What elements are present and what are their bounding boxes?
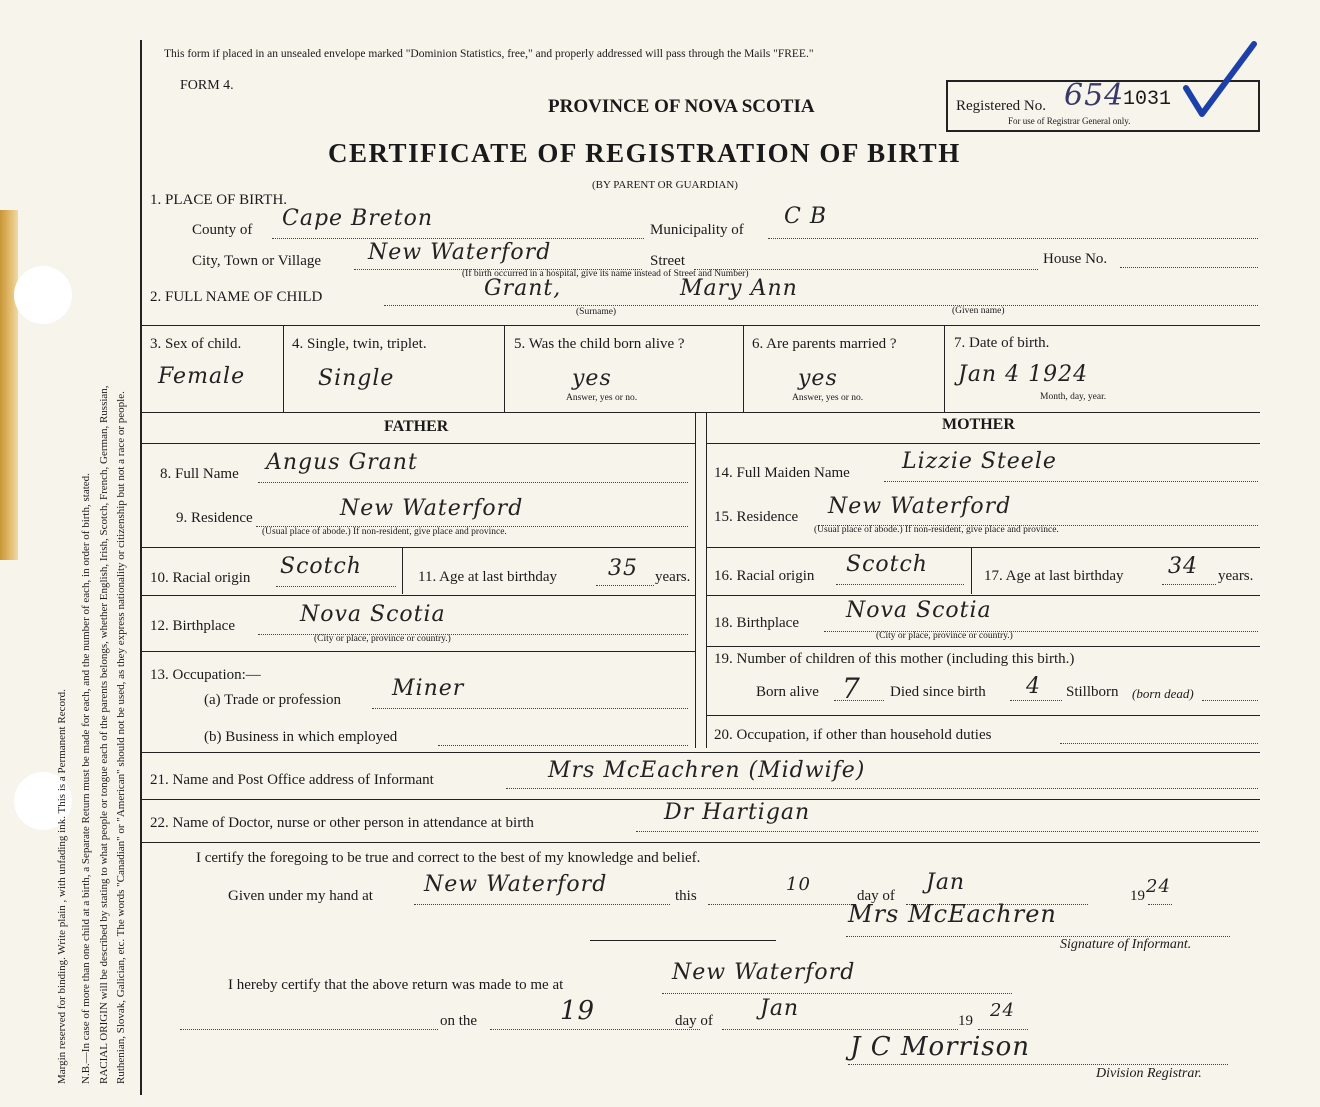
divider: [142, 842, 1260, 843]
plurality-value: Single: [318, 366, 395, 391]
registrar-year-value: 24: [990, 1000, 1015, 1021]
registrar-month-value: Jan: [760, 996, 800, 1021]
divider: [283, 326, 284, 412]
child-given-name: Mary Ann: [680, 276, 798, 301]
certificate-title: CERTIFICATE OF REGISTRATION OF BIRTH: [328, 138, 961, 168]
doctor-line: [636, 831, 1258, 832]
divider: [142, 547, 695, 548]
divider: [706, 595, 1260, 596]
surname-caption: (Surname): [576, 307, 617, 317]
divider: [743, 326, 744, 412]
child-name-label: 2. FULL NAME OF CHILD: [150, 289, 323, 305]
sex-label: 3. Sex of child.: [150, 336, 242, 352]
divider: [402, 548, 403, 594]
father-birthplace-caption: (City or place, province or country.): [314, 634, 451, 644]
birth-date-label: 7. Date of birth.: [954, 335, 1050, 351]
given-place-line: [414, 904, 670, 905]
mother-name-label: 14. Full Maiden Name: [714, 465, 850, 481]
municipality-label: Municipality of: [650, 222, 744, 238]
house-no-line: [1120, 267, 1258, 268]
died-line: [1010, 700, 1062, 701]
informant-line: [506, 788, 1258, 789]
father-heading: FATHER: [384, 418, 449, 435]
divider: [142, 752, 1260, 753]
mother-residence-label: 15. Residence: [714, 509, 799, 525]
business-line: [438, 745, 688, 746]
father-age-line: [596, 585, 654, 586]
registrar-day-line: [490, 1029, 700, 1030]
father-age-value: 35: [608, 556, 638, 581]
hospital-note: (If birth occurred in a hospital, give its name instead of Street and Number): [462, 269, 749, 279]
registrar-signature-line: [848, 1064, 1228, 1065]
registrar-day-of-label: day of: [675, 1013, 713, 1029]
father-name-value: Angus Grant: [266, 450, 418, 475]
informant-signature-caption: Signature of Informant.: [1060, 937, 1192, 952]
born-alive-caption: Answer, yes or no.: [566, 393, 638, 403]
stillborn-label: Stillborn: [1066, 684, 1119, 700]
margin-note-1: Margin reserved for binding. Write plain , with unfading ink. This is a Permanent Record.: [56, 689, 68, 1084]
divider: [590, 940, 776, 941]
mother-residence-caption: (Usual place of abode.) If non-resident, give place and province.: [814, 525, 1059, 535]
mother-name-line: [884, 481, 1258, 482]
mother-residence-value: New Waterford: [828, 494, 1012, 519]
county-line: [272, 238, 644, 239]
registrar-place-value: New Waterford: [672, 960, 856, 985]
parents-married-caption: Answer, yes or no.: [792, 393, 864, 403]
given-under-hand-label: Given under my hand at: [228, 888, 373, 904]
born-alive-label: 5. Was the child born alive ?: [514, 336, 685, 352]
birth-date-caption: Month, day, year.: [1040, 392, 1107, 402]
mother-birthplace-value: Nova Scotia: [846, 598, 992, 623]
registrar-place-line: [662, 993, 1012, 994]
given-day-line: [708, 904, 852, 905]
plurality-label: 4. Single, twin, triplet.: [292, 336, 427, 352]
divider: [944, 326, 945, 412]
trade-value: Miner: [392, 676, 465, 701]
divider: [706, 547, 1260, 548]
father-birthplace-value: Nova Scotia: [300, 602, 446, 627]
divider: [971, 548, 972, 594]
registered-label: Registered No.: [956, 98, 1046, 114]
this-label: this: [675, 888, 697, 904]
given-day-value: 10: [786, 874, 811, 895]
registered-stamp: 1031: [1123, 88, 1172, 111]
informant-label: 21. Name and Post Office address of Informant: [150, 772, 434, 788]
frame-border: [140, 40, 142, 1095]
registered-handwritten: 654: [1064, 78, 1125, 113]
registrar-signature: J C Morrison: [850, 1032, 1031, 1062]
mother-race-value: Scotch: [846, 552, 928, 577]
trade-line: [372, 708, 688, 709]
place-of-birth-label: 1. PLACE OF BIRTH.: [150, 192, 288, 208]
father-race-label: 10. Racial origin: [150, 570, 251, 586]
father-birthplace-label: 12. Birthplace: [150, 618, 235, 634]
street-label: Street: [650, 253, 685, 269]
mother-race-label: 16. Racial origin: [714, 568, 815, 584]
mother-occupation-label: 20. Occupation, if other than household duties: [714, 727, 992, 743]
divider: [142, 412, 1260, 413]
father-years: years.: [655, 569, 691, 585]
mother-years: years.: [1218, 568, 1254, 584]
given-year-value: 24: [1146, 876, 1171, 897]
divider: [142, 651, 695, 652]
father-residence-value: New Waterford: [340, 496, 524, 521]
mother-occupation-line: [1060, 743, 1258, 744]
certificate-subtitle: (BY PARENT OR GUARDIAN): [592, 179, 738, 191]
house-no-label: House No.: [1043, 251, 1108, 267]
died-value: 4: [1026, 674, 1041, 699]
children-count-label: 19. Number of children of this mother (including this birth.): [714, 651, 1075, 667]
divider: [706, 413, 707, 748]
divider: [142, 443, 695, 444]
mother-race-line: [836, 584, 964, 585]
day-of-label: day of: [857, 888, 895, 904]
registrar-signature-caption: Division Registrar.: [1096, 1066, 1202, 1081]
paper-stain: [0, 210, 18, 560]
child-surname: Grant,: [484, 276, 562, 301]
mother-heading: MOTHER: [942, 416, 1015, 433]
given-year-line: [1148, 904, 1172, 905]
divider: [706, 443, 1260, 444]
form-number: FORM 4.: [180, 78, 234, 93]
checkmark-icon: [1180, 40, 1260, 120]
parents-married-value: yes: [798, 366, 838, 391]
city-value: New Waterford: [368, 240, 552, 265]
doctor-label: 22. Name of Doctor, nurse or other person in attendance at birth: [150, 815, 534, 831]
province-title: PROVINCE OF NOVA SCOTIA: [548, 96, 815, 117]
father-occupation-label: 13. Occupation:—: [150, 667, 261, 683]
divider: [706, 646, 1260, 647]
mail-notice: This form if placed in an unsealed envelope marked "Dominion Statistics, free," and properly addressed will pass through the Mails "FREE.": [164, 48, 814, 60]
father-age-label: 11. Age at last birthday: [418, 569, 557, 585]
born-alive-count-value: 7: [842, 672, 861, 705]
father-residence-caption: (Usual place of abode.) If non-resident, give place and province.: [262, 527, 507, 537]
divider: [142, 595, 695, 596]
doctor-value: Dr Hartigan: [664, 800, 811, 825]
margin-note-3: RACIAL ORIGIN will be described by stating to what people or tongue each of the parents belongs, whether English, Irish, Scotch, French, German, Russian,: [98, 385, 110, 1084]
mother-name-value: Lizzie Steele: [902, 449, 1057, 474]
mother-age-label: 17. Age at last birthday: [984, 568, 1124, 584]
mother-birthplace-label: 18. Birthplace: [714, 615, 799, 631]
divider: [706, 715, 1260, 716]
parents-married-label: 6. Are parents married ?: [752, 336, 897, 352]
registrar-blank-line: [180, 1029, 438, 1030]
stillborn-note: (born dead): [1132, 686, 1194, 701]
registrar-year-prefix: 19: [958, 1013, 973, 1029]
born-alive-count-label: Born alive: [756, 684, 819, 700]
father-residence-label: 9. Residence: [176, 510, 253, 526]
divider: [142, 325, 1260, 326]
given-month-value: Jan: [926, 870, 966, 895]
registrar-statement: I hereby certify that the above return was made to me at: [228, 977, 564, 993]
certify-statement: I certify the foregoing to be true and correct to the best of my knowledge and belief.: [196, 850, 701, 866]
mother-age-value: 34: [1168, 554, 1198, 579]
margin-note-2: N.B.—In case of more than one child at a birth, a Separate Return must be made for each, and the number of each, in order of birth, stated.: [80, 473, 92, 1084]
county-label: County of: [192, 222, 253, 238]
municipality-value: C B: [784, 204, 827, 229]
divider: [695, 413, 696, 748]
city-label: City, Town or Village: [192, 253, 322, 269]
father-name-label: 8. Full Name: [160, 466, 239, 482]
born-alive-value: yes: [572, 366, 612, 391]
registrar-year-line: [978, 1029, 1028, 1030]
father-name-line: [258, 482, 688, 483]
divider: [504, 326, 505, 412]
given-place-value: New Waterford: [424, 872, 608, 897]
mother-birthplace-caption: (City or place, province or country.): [876, 631, 1013, 641]
margin-note-4: Ruthenian, Slovak, Galician, etc. The words "Canadian" or "American" should not be used, as they express nationality or citizenship but not a race or people.: [115, 391, 127, 1084]
father-race-line: [276, 586, 396, 587]
informant-signature: Mrs McEachren: [848, 900, 1057, 928]
sex-value: Female: [158, 364, 246, 389]
punch-hole: [14, 266, 72, 324]
child-name-line: [384, 305, 1258, 306]
mother-age-line: [1162, 584, 1216, 585]
informant-value: Mrs McEachren (Midwife): [548, 758, 866, 783]
trade-label: (a) Trade or profession: [204, 692, 342, 708]
registrar-day-value: 19: [560, 996, 596, 1026]
died-label: Died since birth: [890, 684, 986, 700]
birth-date-value: Jan 4 1924: [958, 362, 1089, 387]
given-name-caption: (Given name): [952, 306, 1005, 316]
municipality-line: [768, 238, 1258, 239]
given-year-prefix: 19: [1130, 888, 1145, 904]
registrar-note: For use of Registrar General only.: [1008, 116, 1131, 126]
stillborn-line: [1202, 700, 1258, 701]
county-value: Cape Breton: [282, 206, 434, 231]
registrar-month-line: [722, 1029, 958, 1030]
on-the-label: on the: [440, 1013, 478, 1029]
father-race-value: Scotch: [280, 554, 362, 579]
business-label: (b) Business in which employed: [204, 729, 398, 745]
